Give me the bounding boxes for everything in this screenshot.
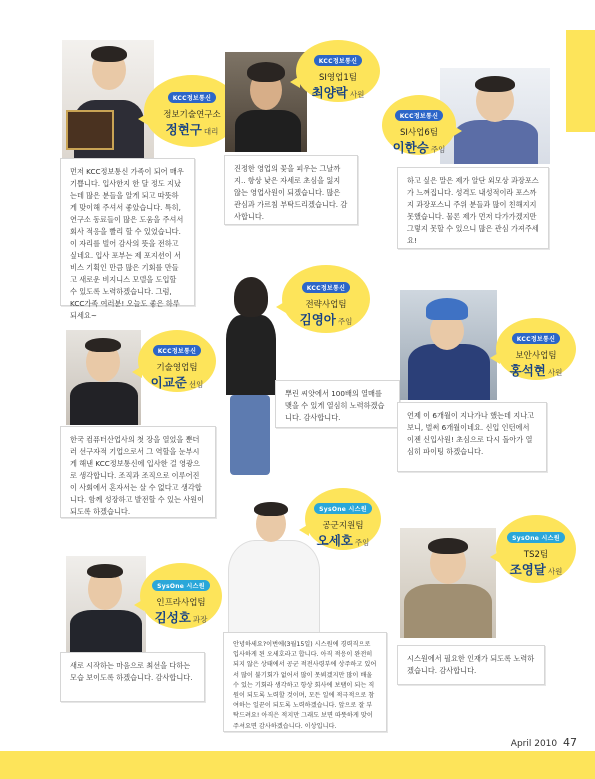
dept-label: 보안사업팀 [515, 351, 557, 361]
dept-label: SI사업6팀 [400, 128, 438, 138]
photo-choi [225, 52, 307, 152]
message-kim-sh: 새로 시작하는 마음으로 최선을 다하는 모습 보이도록 하겠습니다. 감사합니다. [60, 652, 205, 702]
message-lee-gj: 한국 컴퓨터산업사의 첫 장을 열었을 뿐더러 선구자적 기업으로서 그 역할을 눈부시게 해낸 KCC정보통신에 입사한 걸 영광으로 생각합니다. 조직과 조직으로 이루어진 이 사회에서 혼자서는 살 수 없다고 생각합니다. 함께 성장하고 발전할 수 있는 사원이 되도록 하겠습니다. [60, 426, 216, 518]
photo-lee-gj [66, 330, 141, 425]
dept-label: 기술영업팀 [156, 363, 198, 373]
message-jo: 시스원에서 필요한 인재가 되도록 노력하겠습니다. 감사합니다. [397, 645, 545, 685]
person-name: 김영아 주임 [299, 312, 353, 327]
footer-bar [0, 751, 595, 779]
kcc-logo: KCC정보통신 [314, 55, 362, 66]
kcc-logo: KCC정보통신 [512, 333, 560, 344]
person-name: 정현구 대리 [165, 122, 219, 137]
message-hong: 언제 이 6개월이 지나가나 했는데 지나고 보니, 벌써 6개월이네요. 신입 인턴에서 이젠 신입사원! 초심으로 다시 돌아가 열심히 파이팅 하겠습니다. [397, 402, 547, 472]
photo-hong [400, 290, 497, 400]
person-name: 최양락 사원 [311, 85, 365, 100]
person-name: 조영달 사원 [509, 562, 563, 577]
dept-label: TS2팀 [523, 550, 549, 560]
issue-label: April 2010 [510, 739, 558, 749]
dept-label: 전략사업팀 [305, 300, 347, 310]
kcc-logo: KCC정보통신 [395, 110, 443, 121]
sysone-logo: SysOne 시스원 [314, 503, 372, 514]
sysone-logo: SysOne 시스원 [507, 532, 565, 543]
sysone-logo: SysOne 시스원 [152, 580, 210, 591]
person-name: 김성호 과장 [154, 610, 208, 625]
dept-label: SI영업1팀 [319, 73, 357, 83]
person-name: 오세호 주임 [316, 533, 370, 548]
dept-label: 공군지원팀 [322, 521, 364, 531]
message-lee-hs: 하고 싶은 말은 제가 알단 외모상 과장포스가 느껴집니다. 성격도 내성적이라 포스까지 과장포스니 주위 분들과 많이 친해지지 못했습니다. 물론 제가 먼저 다가가겠지만 그렇지 못할 수 있으니 많은 관심 가져주세요! [397, 167, 549, 249]
bubble-kim-ya [282, 265, 370, 333]
bubble-choi [296, 40, 380, 102]
dept-label: 인프라사업팀 [156, 598, 206, 608]
message-choi: 진정한 영업의 꽃을 피우는 그날까지.. 항상 낮은 자세로 초심을 잃지 않는 영업사원이 되겠습니다. 많은 관심과 가르침 부탁드리겠습니다. 감사합니다. [224, 155, 358, 225]
bubble-lee-hs [382, 95, 456, 155]
side-accent-strip [566, 30, 595, 132]
bubble-jo [496, 515, 576, 583]
person-name: 이한승 주임 [392, 140, 446, 155]
bubble-hong [496, 318, 576, 380]
message-kim-ya: 뿌린 씨앗에서 100배의 열매를 맺을 수 있게 열심히 노력하겠습니다. 감사합니다. [275, 380, 400, 428]
page-number: 47 [563, 736, 577, 749]
person-name: 이교준 선임 [150, 375, 204, 390]
photo-jo [400, 528, 496, 638]
kcc-logo: KCC정보통신 [153, 345, 201, 356]
bubble-oh [305, 488, 381, 550]
message-oh: 안녕하세요?이번에(3월15일) 시스원에 경력직으로 입사하게 된 오세호라고 합니다. 아직 적응이 완전히 되지 않은 상태에서 공군 적전사령부에 상주하고 있어서 많이 불기회가 없어서 많이 못뵈겠지만 많이 배울 수 있는 기회라 생각하고 항상 회사에 보탬이 되는 직원이 되도록 노력할 것이며, 모든 일에 적극적으로 참여하는 일꾼이 되도록 노력하겠습니다. 앞으로 잘 부탁드려요! 아직은 적지만 그래도 보면 따뜻하게 맞이주셔요면 감사하겠습니다. 이상입니다. [223, 632, 387, 732]
bubble-kim-sh [140, 563, 222, 629]
photo-lee-hs [440, 68, 550, 164]
dept-label: 정보기술연구소 [163, 110, 221, 120]
page-footer [511, 736, 577, 749]
kcc-logo: KCC정보통신 [302, 282, 350, 293]
message-jung: 먼저 KCC정보통신 가족이 되어 매우 기쁩니다. 입사한지 한 달 정도 지났는데 많은 분들을 알게 되고 따뜻하게 맞이해 주셔서 좋았습니다. 특히, 연구소 동료들이 많은 도움을 주셔서회사 적응을 빨리 할 수 있었습니다. 이 자리를 빌어 감사의 뜻을 전하고 싶네요. 입사 포부는 제 포지션이 서비스 기획인 만큼 많은 기회를 만들고 새로운 비지니스 모델을 도입할 수 있도록 노력하겠습니다. 그럼, KCC가족 여러분! 오늘도 좋은 하루되세요~ [60, 158, 195, 306]
bubble-lee-gj [138, 330, 216, 392]
kcc-logo: KCC정보통신 [168, 92, 216, 103]
person-name: 홍석현 사원 [509, 363, 563, 378]
photo-jung [62, 40, 154, 160]
